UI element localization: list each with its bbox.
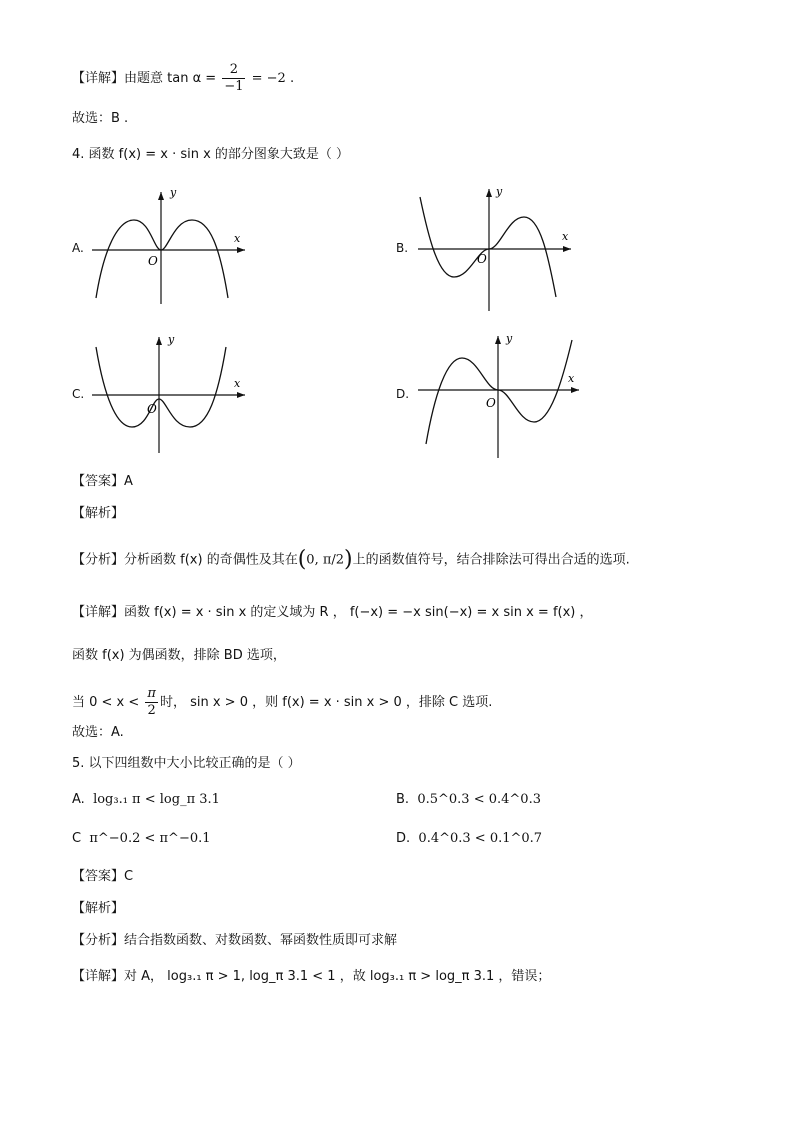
y-arrow [486,189,492,197]
graph-option-a [90,188,260,306]
option-d-label: D. [396,387,410,401]
graph-option-b [416,185,586,313]
detail-text: 由题意 tan α = [124,71,221,86]
curve [96,220,228,298]
answer-tag: 【答案】 [72,869,125,884]
q4-stem: 4. 函数 f(x) = x · sin x 的部分图象大致是（ ） [72,147,350,162]
detail-text-a: 当 0 < x < [72,695,144,710]
x-arrow [563,246,571,252]
curve [426,340,572,444]
q4-answer-line [72,471,133,493]
y-arrow [495,336,501,344]
detail-text-b: 时， sin x > 0 ，则 f(x) = x · sin x > 0 ，排除 C 选项. [159,695,493,710]
q3-answer: 故选：B . [72,111,129,126]
q5-option-c [72,828,211,850]
x-label: x [234,232,241,245]
q5-option-a [72,789,220,811]
fenxi-text: 结合指数函数、对数函数、幂函数性质即可求解 [124,933,398,948]
option-text: 0.4^0.3 < 0.1^0.7 [418,831,543,846]
q4-detail-line1 [72,602,593,624]
q5-option-d [396,828,542,850]
option-text: π^−0.2 < π^−0.1 [89,831,211,846]
close-paren: ) [344,547,353,572]
x-arrow [571,387,579,393]
option-c-label: C. [72,387,85,401]
y-label: y [506,332,513,345]
option-a-label: A. [72,241,84,255]
q5-fenxi-line [72,930,397,952]
curve [420,197,556,297]
x-label: x [568,372,575,385]
option-label: A. [72,792,85,807]
x-label: x [234,377,241,390]
q4-detail-line3 [72,686,492,719]
q3-detail-line [72,62,294,95]
detail-tag: 【详解】 [72,71,125,86]
origin-label: O [147,402,157,416]
detail-tag: 【详解】 [72,605,125,620]
origin-label: O [486,396,496,410]
y-arrow [158,192,164,200]
q5-answer-line [72,866,133,888]
y-label: y [496,185,503,198]
graph-option-d [416,332,586,460]
answer-value: C [124,869,134,884]
q4-final: 故选：A. [72,725,124,740]
graph-option-c [90,333,260,455]
origin-label: O [477,252,487,266]
q4-fenxi-line [72,549,630,572]
open-paren: ( [297,547,307,572]
detail-tag: 【详解】 [72,969,125,984]
q4-analysis-tag: 【解析】 [72,506,125,521]
fenxi-text-b: 上的函数值符号，结合排除法可得出合适的选项. [352,552,630,568]
option-label: D. [396,831,411,846]
q5-stem: 5. 以下四组数中大小比较正确的是（ ） [72,756,301,771]
option-text: log₃.₁ π < log_π 3.1 [93,792,220,807]
q4-detail-line2: 函数 f(x) 为偶函数，排除 BD 选项， [72,648,286,663]
curve [96,347,226,427]
fenxi-tag: 【分析】 [72,552,125,568]
option-label: C [72,831,82,846]
option-b-label: B. [396,241,409,255]
q5-detail-line [72,966,550,988]
x-label: x [562,230,569,243]
origin-label: O [148,254,158,268]
y-label: y [168,333,175,346]
fraction: $\frac{2}{-1}$ [224,62,244,94]
q5-analysis-tag: 【解析】 [72,901,125,916]
x-arrow [237,392,245,398]
y-arrow [156,337,162,345]
answer-value: A [124,474,133,489]
fenxi-text-a: 分析函数 f(x) 的奇偶性及其在 [124,552,298,568]
detail-tail: = −2 . [247,71,295,86]
detail-text: 函数 f(x) = x · sin x 的定义域为 R ， f(−x) = −x sin(−x) = x sin x = f(x) ， [124,605,593,620]
fenxi-interval: 0, π/2 [306,552,345,568]
y-label: y [170,186,177,199]
x-arrow [237,247,245,253]
fraction: $\frac{\pi}{2}$ [147,686,156,718]
answer-tag: 【答案】 [72,474,125,489]
option-text: 0.5^0.3 < 0.4^0.3 [417,792,541,807]
q5-option-b [396,789,541,811]
fenxi-tag: 【分析】 [72,933,125,948]
option-label: B. [396,792,410,807]
detail-text: 对 A， log₃.₁ π > 1, log_π 3.1 < 1 ，故 log₃.₁ π > log_π 3.1 ，错误； [124,969,551,984]
